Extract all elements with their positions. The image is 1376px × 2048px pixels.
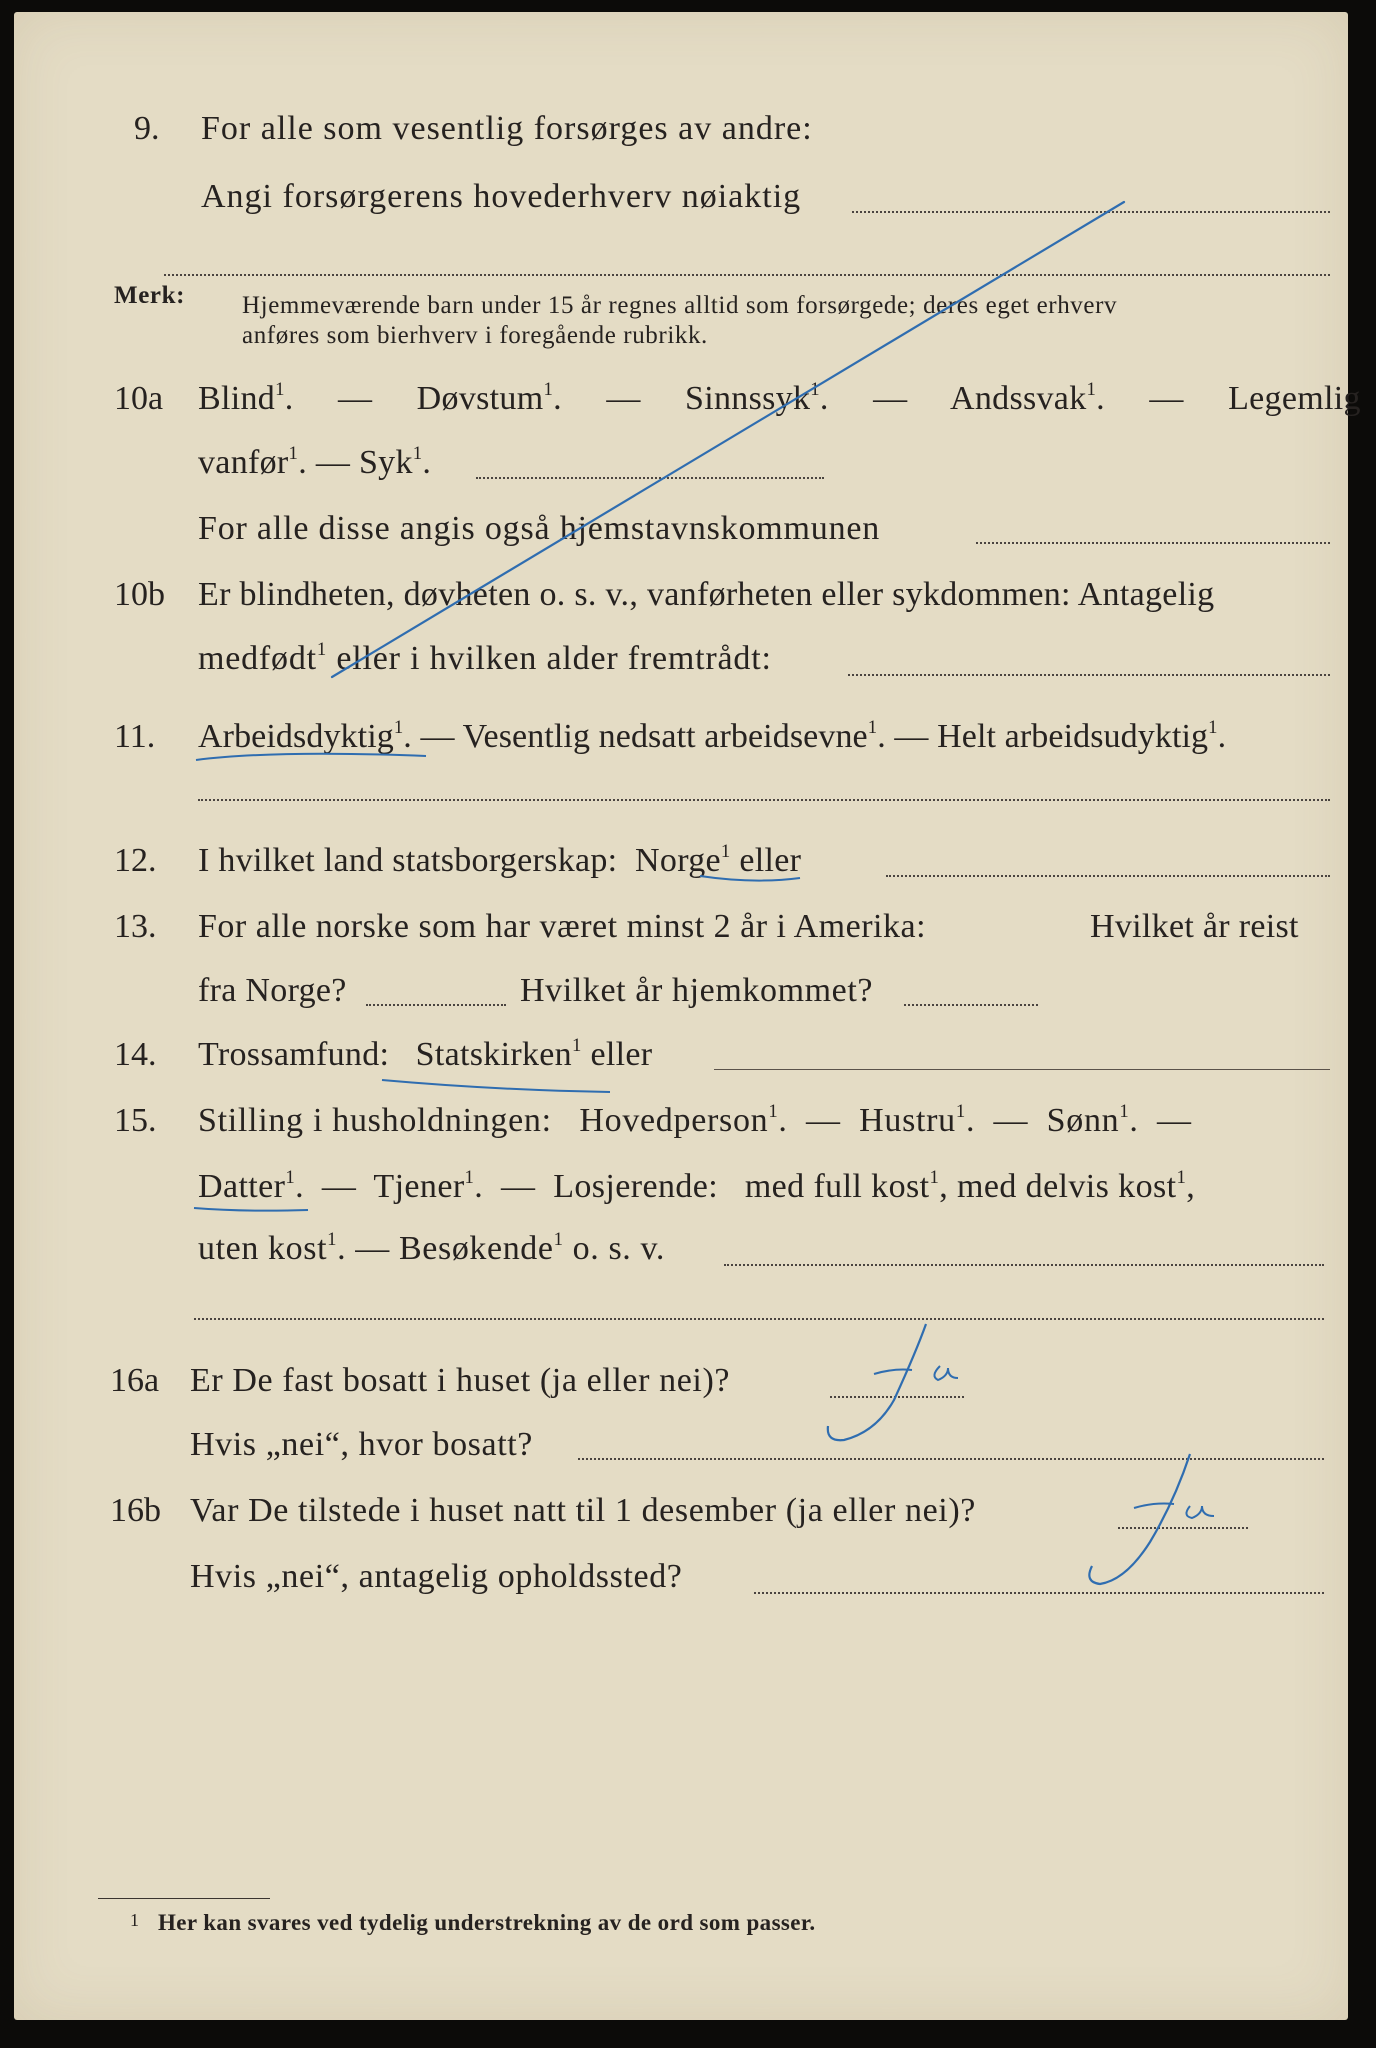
option-sonn[interactable]: Sønn [1046,1102,1120,1139]
option-hovedperson[interactable]: Hovedperson [579,1102,769,1139]
q10a-answer-field[interactable] [476,477,824,479]
q13-number: 13. [114,908,157,945]
handwritten-ja-16a [828,1324,926,1440]
option-andssvak[interactable]: Andssvak [949,380,1087,417]
option-arbeidsdyktig[interactable]: Arbeidsdyktig [198,718,394,755]
q11-answer-field[interactable] [198,799,1330,801]
q12-answer-field[interactable] [886,875,1330,877]
q11-line: Arbeidsdyktig$^1$. — Vesentlig nedsatt arbeidsevne$^1$. — Helt arbeidsudyktig$^1$. [198,716,1227,755]
q13-year-returned-field[interactable] [904,1004,1038,1006]
q15-line3: uten kost$^1$. — Besøkende$^1$ o. s. v. [198,1228,665,1267]
q10a-line3: For alle disse angis også hjemstavnskommunen [198,510,881,547]
q16a-bosatt-field[interactable] [578,1458,1324,1460]
q16a-line2: Hvis „nei“, hvor bosatt? [190,1426,533,1463]
footnote-rule [98,1898,270,1899]
q10a-number: 10a [114,380,164,417]
q16b-opholdssted-field[interactable] [754,1592,1324,1594]
q9-number: 9. [134,110,160,147]
underline-statskirken [382,1080,610,1092]
q13-year-left-field[interactable] [366,1004,506,1006]
q10b-answer-field[interactable] [848,674,1330,676]
option-norge[interactable]: Norge [635,842,721,879]
option-legemlig[interactable]: Legemlig [1228,380,1361,417]
q9-line2: Angi forsørgerens hovederhverv nøiaktig [201,178,802,215]
q12-line: I hvilket land statsborgerskap: Norge$^1$ eller [198,840,802,879]
option-med-full-kost[interactable]: med full kost [744,1168,930,1205]
q15-line2: Datter$^1$. — Tjener$^1$. — Losjerende: med full kost$^1$, med delvis kost$^1$, [198,1166,1196,1205]
handwritten-ja-16b [1089,1454,1190,1584]
q10a-line2: vanfør$^1$. — Syk$^1$. [198,442,432,481]
merk-label: Merk: [114,282,186,309]
q16b-number: 16b [110,1492,161,1529]
option-syk[interactable]: Syk [358,444,413,481]
q15-line1: Stilling i husholdningen: Hovedperson$^1$. — Hustru$^1$. — Sønn$^1$. — [198,1100,1192,1139]
q10b-number: 10b [114,576,165,613]
q9-line1: For alle som vesentlig forsørges av andre: [201,110,813,147]
q13-hjemkommet: Hvilket år hjemkommet? [520,972,874,1009]
option-med-delvis-kost[interactable]: med delvis kost [957,1168,1177,1205]
q15-answer-field-2[interactable] [194,1318,1324,1320]
footnote-mark: 1 [130,1910,140,1930]
q16a-line1: Er De fast bosatt i huset (ja eller nei)? [190,1362,731,1399]
q14-number: 14. [114,1036,157,1073]
option-uten-kost[interactable]: uten kost [198,1230,328,1267]
q16a-number: 16a [110,1362,160,1399]
q10a-hometown-field[interactable] [976,542,1330,544]
merk-line2: anføres som bierhverv i foregående rubrikk. [242,322,708,349]
q13-line1: For alle norske som har været minst 2 år i Amerika: [198,908,927,945]
q16b-line2: Hvis „nei“, antagelig opholdssted? [190,1558,683,1595]
q11-number: 11. [114,718,156,755]
q12-number: 12. [114,842,157,879]
census-form-page [14,12,1361,2020]
option-medfodt[interactable]: medfødt [198,640,317,677]
option-dovstum[interactable]: Døvstum [416,380,544,417]
footnote-text: Her kan svares ved tydelig understrekning av de ord som passer. [158,1910,816,1935]
option-datter[interactable]: Datter [198,1168,286,1205]
option-blind[interactable]: Blind [198,380,276,417]
q10a-line1: Blind$^1$. — Døvstum$^1$. — Sinnssyk$^1$. — Andssvak$^1$. — Legemlig [198,378,1361,417]
q16a-answer-field[interactable] [830,1396,964,1398]
q9-answer-field[interactable] [852,211,1330,213]
q14-answer-field[interactable] [714,1069,1330,1070]
q13-line1-right: Hvilket år reist [1090,908,1299,945]
q10b-line2: medfødt$^1$ eller i hvilken alder fremtrådt: [198,638,772,677]
option-nedsatt[interactable]: Vesentlig nedsatt arbeidsevne [462,718,868,755]
option-vanfor[interactable]: vanfør [198,444,289,481]
q9-answer-field-2[interactable] [164,274,1330,276]
q15-answer-field[interactable] [724,1264,1324,1266]
option-statskirken[interactable]: Statskirken [415,1036,572,1073]
q16b-line1: Var De tilstede i huset natt til 1 desember (ja eller nei)? [190,1492,976,1529]
q13-fra-norge: fra Norge? [198,972,347,1009]
option-besokende[interactable]: Besøkende [399,1230,554,1267]
option-tjener[interactable]: Tjener [373,1168,465,1205]
q16b-answer-field[interactable] [1118,1527,1248,1529]
option-helt-udyktig[interactable]: Helt arbeidsudyktig [937,718,1209,755]
q15-number: 15. [114,1102,157,1139]
option-hustru[interactable]: Hustru [859,1102,956,1139]
underline-datter [194,1208,308,1211]
merk-line1: Hjemmeværende barn under 15 år regnes alltid som forsørgede; deres eget erhverv [242,292,1118,319]
q10b-line1: Er blindheten, døvheten o. s. v., vanførheten eller sykdommen: Antagelig [198,576,1215,613]
option-sinnssyk[interactable]: Sinnssyk [685,380,811,417]
q14-line: Trossamfund: Statskirken$^1$ eller [198,1034,653,1073]
